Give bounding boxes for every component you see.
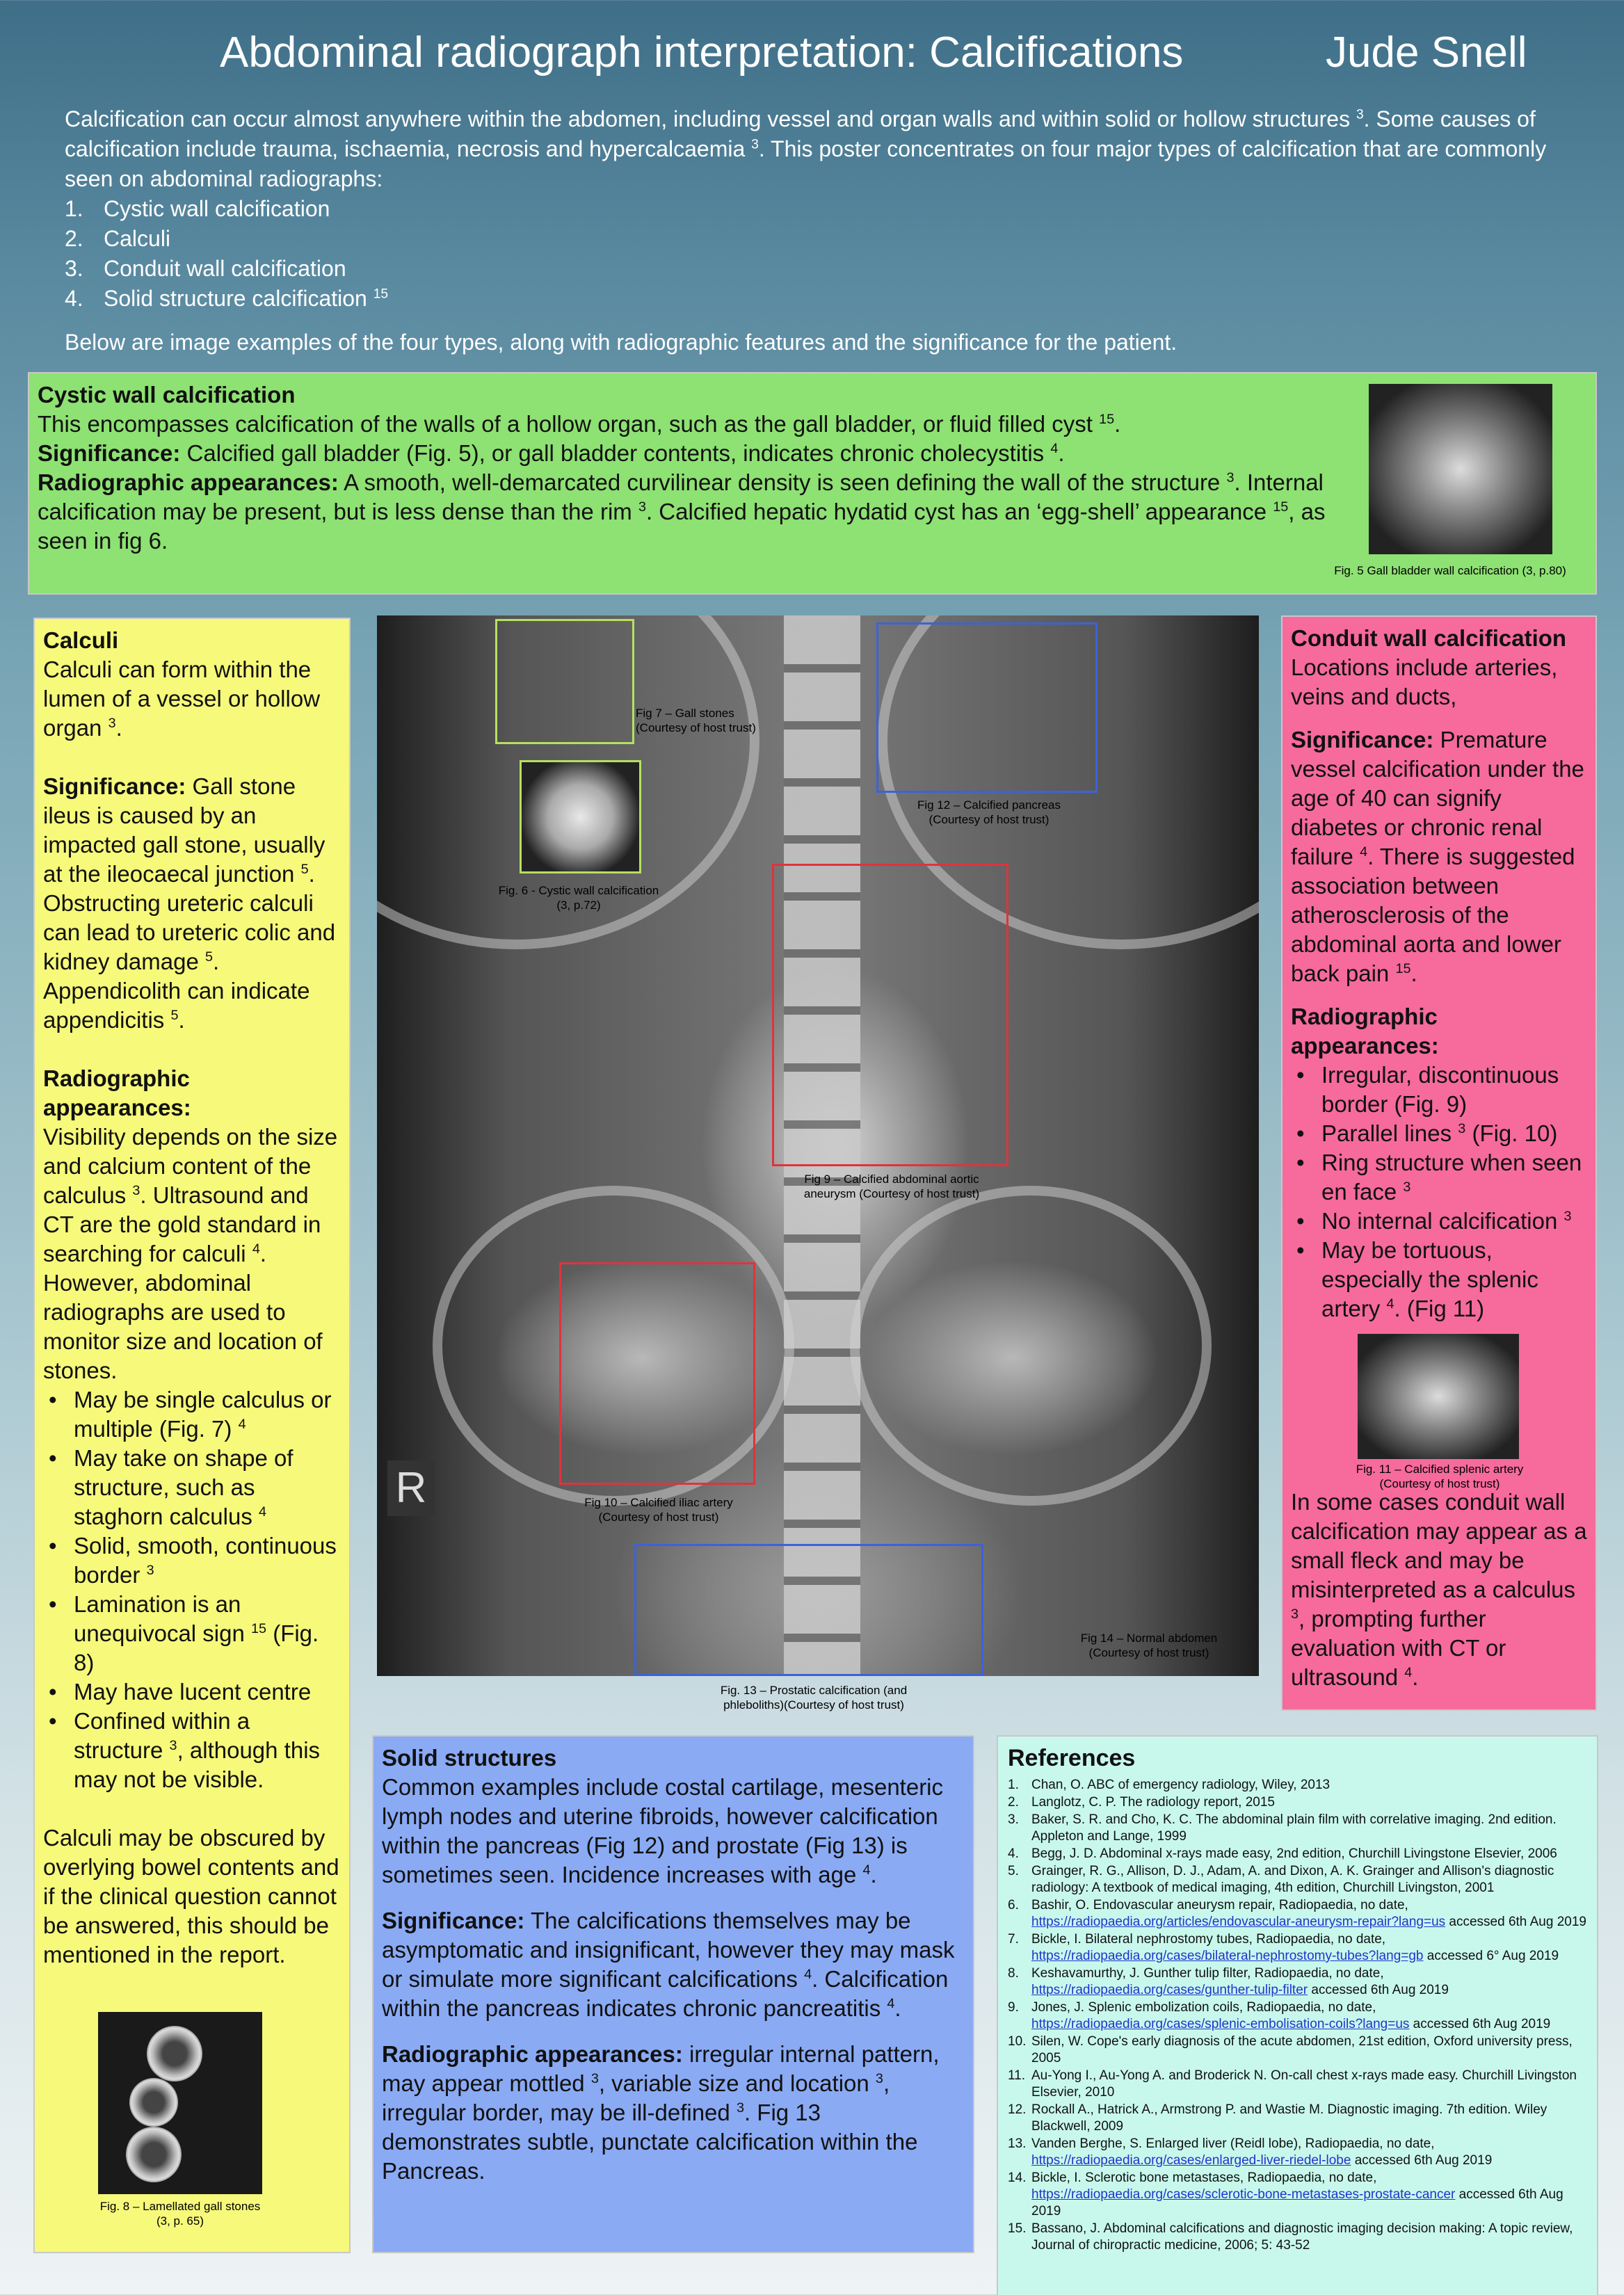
solid-structures-appearances: Radiographic appearances: irregular internal pattern, may appear mottled $^3$, variable size and location $^3$, irregular border, may be ill-defined $^3$. Fig 13 demonstrates subtle, punctate calcification within the Pancreas. bbox=[382, 2041, 940, 2184]
right-side-marker: R bbox=[387, 1460, 435, 1516]
fig8-caption: Fig. 8 – Lamellated gall stones (3, p. 65) bbox=[99, 2200, 261, 2228]
solid-structures-description: Common examples include costal cartilage, mesenteric lymph nodes and uterine fibroids, however calcification within the pancreas (Fig 12) and prostate (Fig 13) is sometimes seen. Incidence increases with age $^4$. bbox=[382, 1774, 944, 1887]
fig12-box bbox=[876, 622, 1098, 793]
reference-item: 11. Au-Yong I., Au-Yong A. and Broderick N. On-call chest x-rays made easy. Churchill Livingston Elsevier, 2010 bbox=[1008, 2068, 1577, 2100]
fig13-box bbox=[634, 1544, 983, 1676]
poster-author: Jude Snell bbox=[1326, 29, 1527, 76]
calculi-bullets bbox=[43, 1385, 341, 1794]
fig14-caption: Fig 14 – Normal abdomen (Courtesy of host trust) bbox=[1080, 1632, 1218, 1659]
list-item: 4. Solid structure calcification $^{15}$ bbox=[65, 286, 389, 311]
list-item: • May be single calculus or multiple (Fig. 7) $^4$ bbox=[43, 1385, 341, 1444]
stone-shape bbox=[147, 2026, 202, 2081]
list-item: • May take on shape of structure, such as staghorn calculus $^4$ bbox=[43, 1444, 341, 1531]
cystic-wall-panel bbox=[28, 372, 1597, 595]
header bbox=[0, 28, 1624, 90]
list-item: 2. Calculi bbox=[65, 226, 171, 251]
calculi-appearances: Visibility depends on the size and calcium content of the calculus $^3$. Ultrasound and CT are the gold standard in searching for calculi $^4$. However, abdominal radiographs are used to monitor size and location of stones. bbox=[43, 1124, 338, 1383]
cystic-wall-description: This encompasses calcification of the walls of a hollow organ, such as the gall bladder, or fluid filled cyst $^{15}$. bbox=[38, 411, 1121, 437]
list-item: • Parallel lines $^3$ (Fig. 10) bbox=[1291, 1119, 1587, 1148]
reference-item: 6. Bashir, O. Endovascular aneurysm repair, Radiopaedia, no date, https://radiopaedia.org/articles/endovascular-aneurysm-repair?lang=us accessed 6th Aug 2019 bbox=[1008, 1898, 1586, 1929]
reference-item: 12. Rockall A., Hatrick A., Armstrong P. and Wastie M. Diagnostic imaging. 7th edition. Wiley Blackwell, 2009 bbox=[1008, 2102, 1547, 2134]
fig10-caption: Fig 10 – Calcified iliac artery (Courtesy of host trust) bbox=[584, 1496, 733, 1524]
reference-item: 10. Silen, W. Cope's early diagnosis of the acute abdomen, 21st edition, Oxford university press, 2005 bbox=[1008, 2034, 1573, 2066]
conduit-bullets bbox=[1291, 1061, 1587, 1323]
intro-section bbox=[65, 104, 1567, 357]
references-heading: References bbox=[1008, 1745, 1136, 1771]
references-list bbox=[1008, 1777, 1587, 2254]
calculi-description: Calculi can form within the lumen of a vessel or hollow organ $^3$. bbox=[43, 657, 321, 741]
fig8-gall-stones-image bbox=[98, 2012, 262, 2194]
calculi-closing: Calculi may be obscured by overlying bowel contents and if the clinical question cannot be answered, this should be mentioned in the report. bbox=[43, 1825, 339, 1967]
list-item: • No internal calcification $^3$ bbox=[1291, 1207, 1587, 1236]
reference-item: 13. Vanden Berghe, S. Enlarged liver (Reidl lobe), Radiopaedia, no date, https://radiopaedia.org/cases/enlarged-liver-riedel-lobe accessed 6th Aug 2019 bbox=[1008, 2136, 1493, 2168]
fig5-gall-bladder-image bbox=[1369, 384, 1552, 554]
conduit-wall-heading: Conduit wall calcification bbox=[1291, 625, 1567, 651]
reference-link[interactable]: https://radiopaedia.org/cases/enlarged-liver-riedel-lobe bbox=[1031, 2153, 1351, 2168]
calcification-types-list bbox=[65, 194, 1567, 314]
reference-item: 4. Begg, J. D. Abdominal x-rays made easy, 2nd edition, Churchill Livingstone Elsevier, 2006 bbox=[1008, 1846, 1557, 1861]
reference-item: 2. Langlotz, C. P. The radiology report, 2015 bbox=[1008, 1795, 1275, 1810]
conduit-appearances-heading: Radiographic appearances: bbox=[1291, 1004, 1439, 1058]
reference-item: 5. Grainger, R. G., Allison, D. J., Adam, A. and Dixon, A. K. Grainger and Allison's diagnostic radiology: A textbook of medical imaging, 4th edition, Churchill Livingston, 2001 bbox=[1008, 1864, 1554, 1895]
cystic-wall-heading: Cystic wall calcification bbox=[38, 382, 296, 408]
fig7-caption: Fig 7 – Gall stones (Courtesy of host trust) bbox=[636, 707, 756, 734]
fig6-box bbox=[520, 760, 641, 873]
list-item: • Irregular, discontinuous border (Fig. 9) bbox=[1291, 1061, 1587, 1119]
reference-link[interactable]: https://radiopaedia.org/articles/endovascular-aneurysm-repair?lang=us bbox=[1031, 1915, 1446, 1929]
list-item: • Ring structure when seen en face $^3$ bbox=[1291, 1148, 1587, 1207]
conduit-wall-panel bbox=[1281, 615, 1597, 1711]
fig7-box bbox=[495, 619, 634, 744]
cystic-wall-significance: Significance: Calcified gall bladder (Fig. 5), or gall bladder contents, indicates chronic cholecystitis $^4$. bbox=[38, 440, 1065, 466]
poster-title: Abdominal radiograph interpretation: Calcifications bbox=[220, 29, 1184, 76]
fig12-caption: Fig 12 – Calcified pancreas (Courtesy of host trust) bbox=[917, 798, 1061, 826]
solid-structures-panel bbox=[372, 1735, 974, 2253]
list-item: • Confined within a structure $^3$, although this may not be visible. bbox=[43, 1707, 341, 1794]
conduit-wall-significance: Significance: Premature vessel calcification under the age of 40 can signify diabetes or chronic renal failure $^4$. There is suggested association between atherosclerosis of the abdominal aorta and lower back pain $^{15}$. bbox=[1291, 727, 1584, 986]
fig9-box bbox=[772, 864, 1008, 1166]
reference-item: 14. Bickle, I. Sclerotic bone metastases, Radiopaedia, no date, https://radiopaedia.org/cases/sclerotic-bone-metastases-prostate-cancer accessed 6th Aug 2019 bbox=[1008, 2171, 1563, 2218]
fig11-caption: Fig. 11 – Calcified splenic artery (Courtesy of host trust) bbox=[1356, 1463, 1524, 1490]
reference-item: 15. Bassano, J. Abdominal calcifications and diagnostic imaging decision making: A topic review, Journal of chiropractic medicine, 2006; 5: 43-52 bbox=[1008, 2221, 1573, 2253]
conduit-wall-closing: In some cases conduit wall calcification may appear as a small fleck and may be misinterpreted as a calculus $^3$, prompting further evaluation with CT or ultrasound $^4$. bbox=[1291, 1489, 1587, 1690]
list-item: • May be tortuous, especially the splenic artery $^4$. (Fig 11) bbox=[1291, 1236, 1587, 1323]
calculi-appearances-heading: Radiographic appearances: bbox=[43, 1065, 191, 1120]
list-item: • Lamination is an unequivocal sign $^{15}$ (Fig. 8) bbox=[43, 1590, 341, 1677]
fig10-box bbox=[559, 1262, 755, 1485]
conduit-wall-description: Locations include arteries, veins and ducts, bbox=[1291, 654, 1558, 709]
reference-link[interactable]: https://radiopaedia.org/cases/splenic-embolisation-coils?lang=us bbox=[1031, 2017, 1410, 2031]
fig9-caption: Fig 9 – Calcified abdominal aortic aneurysm (Courtesy of host trust) bbox=[803, 1173, 980, 1200]
calculi-significance: Significance: Gall stone ileus is caused by an impacted gall stone, usually at the ileocaecal junction $^5$. Obstructing ureteric calculi can lead to ureteric colic and kidney damage $^5$. Appendicolith can indicate appendicitis $^5$. bbox=[43, 773, 336, 1033]
reference-item: 1. Chan, O. ABC of emergency radiology, Wiley, 2013 bbox=[1008, 1778, 1330, 1792]
fig6-caption: Fig. 6 - Cystic wall calcification (3, p.72) bbox=[498, 884, 659, 912]
references-panel bbox=[997, 1735, 1598, 2295]
reference-item: 8. Keshavamurthy, J. Gunther tulip filter, Radiopaedia, no date, https://radiopaedia.org/cases/gunther-tulip-filter accessed 6th Aug 2019 bbox=[1008, 1966, 1449, 1997]
reference-item: 7. Bickle, I. Bilateral nephrostomy tubes, Radiopaedia, no date, https://radiopaedia.org/cases/bilateral-nephrostomy-tubes?lang=gb accessed 6° Aug 2019 bbox=[1008, 1932, 1559, 1963]
list-item: 1. Cystic wall calcification bbox=[65, 196, 330, 221]
reference-item: 9. Jones, J. Splenic embolization coils, Radiopaedia, no date, https://radiopaedia.org/cases/splenic-embolisation-coils?lang=us accessed 6th Aug 2019 bbox=[1008, 2000, 1551, 2031]
solid-structures-heading: Solid structures bbox=[382, 1745, 557, 1771]
calculi-panel bbox=[33, 618, 351, 2253]
reference-link[interactable]: https://radiopaedia.org/cases/gunther-tulip-filter bbox=[1031, 1983, 1308, 1997]
intro-below-text: Below are image examples of the four types, along with radiographic features and the significance for the patient. bbox=[65, 330, 1177, 355]
fig13-caption: Fig. 13 – Prostatic calcification (and phleboliths)(Courtesy of host trust) bbox=[720, 1684, 908, 1712]
fig11-splenic-artery-image bbox=[1358, 1334, 1519, 1459]
abdominal-xray-image bbox=[377, 615, 1259, 1676]
list-item: • Solid, smooth, continuous border $^3$ bbox=[43, 1531, 341, 1590]
intro-paragraph: Calcification can occur almost anywhere within the abdomen, including vessel and organ walls and within solid or hollow structures $^3$. Some causes of calcification include trauma, ischaemia, necrosis and hypercalcaemia $^3$. This poster concentrates on four major types of calcification that are commonly seen on abdominal radiographs: bbox=[65, 106, 1547, 191]
cystic-wall-appearances: Radiographic appearances: A smooth, well-demarcated curvilinear density is seen defining the wall of the structure $^3$. Internal calcification may be present, but is less dense than the rim $^3$. Calcified hepatic hydatid cyst has an ‘egg-shell’ appearance $^{15}$, as seen in fig 6. bbox=[38, 469, 1326, 554]
stone-shape bbox=[129, 2078, 178, 2127]
list-item: 3. Conduit wall calcification bbox=[65, 256, 346, 281]
reference-link[interactable]: https://radiopaedia.org/cases/bilateral-nephrostomy-tubes?lang=gb bbox=[1031, 1949, 1424, 1963]
reference-item: 3. Baker, S. R. and Cho, K. C. The abdominal plain film with correlative imaging. 2nd edition. Appleton and Lange, 1999 bbox=[1008, 1812, 1557, 1844]
calculi-heading: Calculi bbox=[43, 627, 119, 653]
fig5-caption: Fig. 5 Gall bladder wall calcification (3, p.80) bbox=[1334, 564, 1566, 577]
stone-shape bbox=[126, 2127, 182, 2182]
reference-link[interactable]: https://radiopaedia.org/cases/sclerotic-bone-metastases-prostate-cancer bbox=[1031, 2187, 1456, 2202]
solid-structures-significance: Significance: The calcifications themselves may be asymptomatic and insignificant, however they may mask or simulate more significant calcifications $^4$. Calcification within the pancreas indicates chronic pancreatitis $^4$. bbox=[382, 1908, 955, 2021]
list-item: • May have lucent centre bbox=[43, 1677, 341, 1707]
